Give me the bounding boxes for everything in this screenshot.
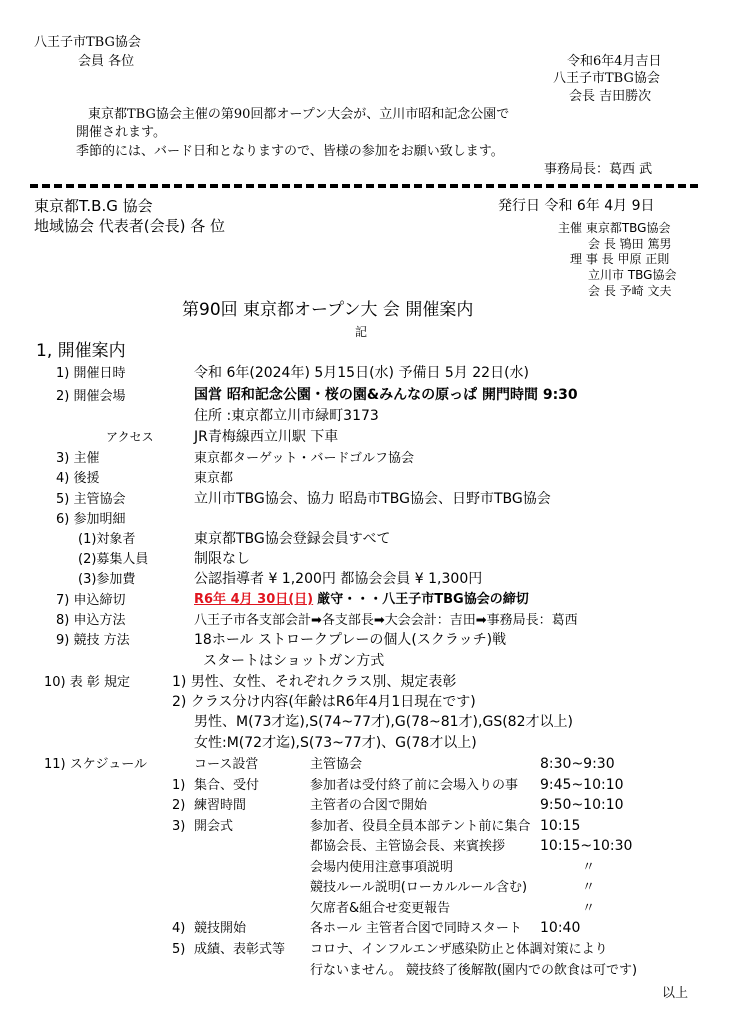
schedule-item: 集合、受付	[194, 778, 260, 793]
schedule-desc: コロナ、インフルエンザ感染防止と体調対策により	[310, 942, 608, 957]
schedule-desc: 主管協会	[310, 757, 363, 772]
schedule-time: 10:15	[540, 818, 581, 834]
cut-line-divider	[30, 184, 698, 188]
schedule-time: 10:15~10:30	[540, 838, 633, 854]
deadline-note: 厳守・・・八王子市TBG協会の締切	[317, 592, 529, 607]
schedule-time: 9:45~10:10	[540, 777, 624, 793]
capacity-label: (2)募集人員	[78, 552, 149, 567]
award-line3: 男性、M(73才迄),S(74~77才),G(78~81才),GS(82才以上)	[194, 714, 573, 730]
notice-to-line2: 地域協会 代表者(会長) 各 位	[34, 217, 226, 235]
notice-to-line1: 東京都T.B.G 協会	[34, 197, 153, 215]
support-label: 4) 後援	[56, 471, 100, 486]
apply-value: 八王子市各支部会計➡各支部長➡大会会計：吉田➡事務局長：葛西	[194, 613, 578, 628]
award-line4: 女性:M(72才迄),S(73~77才)、G(78才以上)	[194, 735, 477, 751]
fee-label: (3)参加費	[78, 572, 136, 587]
host-value: 東京都ターゲット・バードゴルフ協会	[194, 451, 414, 466]
schedule-item: 競技開始	[194, 921, 247, 936]
venue-label: 2) 開催会場	[56, 389, 126, 404]
schedule-desc: 行ないません。 競技終了後解散(園内での飲食は可です)	[310, 963, 638, 978]
section-heading: 1, 開催案内	[36, 341, 126, 361]
target-label: (1)対象者	[78, 532, 136, 547]
method-value-2: スタートはショットガン方式	[203, 653, 385, 669]
schedule-num: 3)	[172, 819, 186, 834]
venue-address: 住所 :東京都立川市緑町3173	[194, 408, 379, 424]
schedule-time: 〃	[582, 880, 596, 895]
schedule-desc: 欠席者&組合せ変更報告	[310, 901, 451, 916]
date-label: 1) 開催日時	[56, 366, 126, 381]
organizer-value: 立川市TBG協会、協力 昭島市TBG協会、日野市TBG協会	[194, 491, 551, 507]
letter-secretary: 事務局長：葛西 武	[544, 162, 653, 177]
schedule-desc: 参加者、役員全員本部テント前に集合	[310, 819, 531, 834]
notice-host-line4: 立川市 TBG協会	[588, 268, 677, 282]
schedule-desc: 主管者の合図で開始	[310, 798, 428, 813]
capacity-value: 制限なし	[194, 551, 250, 567]
letter-sender-org: 八王子市TBG協会	[553, 71, 660, 86]
notice-ki: 記	[355, 325, 368, 339]
award-label: 10) 表 彰 規定	[44, 675, 131, 690]
schedule-time: 9:50~10:10	[540, 797, 624, 813]
schedule-num: 1)	[172, 778, 186, 793]
letter-sender-name: 会長 吉田勝次	[569, 89, 652, 104]
letter-body-line1: 東京都TBG協会主催の第90回都オープン大会が、立川市昭和記念公園で	[88, 107, 510, 122]
date-value: 令和 6年(2024年) 5月15日(水) 予備日 5月 22日(水)	[194, 365, 530, 381]
schedule-time: 〃	[582, 860, 596, 875]
schedule-item: 開会式	[194, 819, 234, 834]
notice-host-line3: 理 事 長 甲原 正則	[570, 252, 670, 266]
schedule-desc: 競技ルール説明(ローカルルール含む)	[310, 880, 528, 895]
schedule-item: コース設営	[194, 757, 259, 772]
support-value: 東京都	[194, 471, 234, 486]
schedule-item: 成績、表彰式等	[194, 942, 286, 957]
access-value: JR青梅線西立川駅 下車	[194, 429, 339, 445]
host-label: 3) 主催	[56, 451, 100, 466]
schedule-desc: 各ホール 主管者合図で同時スタート	[310, 921, 522, 936]
letter-org: 八王子市TBG協会	[34, 35, 141, 50]
letter-recipients: 会員 各位	[78, 54, 135, 69]
deadline-value	[194, 593, 529, 606]
closing: 以上	[662, 986, 689, 1001]
letter-body-line3: 季節的には、バード日和となりますので、皆様の参加をお願い致します。	[76, 144, 504, 159]
award-line2: 2) クラス分け内容(年齢はR6年4月1日現在です)	[172, 694, 476, 710]
method-label: 9) 競技 方法	[56, 633, 130, 648]
details-label: 6) 参加明細	[56, 512, 126, 527]
schedule-time: 8:30~9:30	[540, 756, 615, 772]
fee-value: 公認指導者 ¥ 1,200円 都協会会員 ¥ 1,300円	[194, 571, 483, 587]
notice-host-line2: 会 長 鴇田 篤男	[588, 237, 672, 251]
schedule-desc: 都協会長、主管協会長、来賓挨拶	[310, 839, 506, 854]
notice-host-line1: 主催 東京都TBG協会	[558, 221, 671, 235]
schedule-num: 4)	[172, 921, 186, 936]
award-line1: 1) 男性、女性、それぞれクラス別、規定表彰	[172, 674, 457, 690]
organizer-label: 5) 主管協会	[56, 492, 126, 507]
access-label: アクセス	[106, 430, 154, 444]
schedule-time: 〃	[582, 901, 596, 916]
deadline-label: 7) 申込締切	[56, 593, 126, 608]
letter-date: 令和6年4月吉日	[567, 54, 662, 69]
schedule-desc: 会場内使用注意事項説明	[310, 860, 454, 875]
deadline-date: R6年 4月 30日(日)	[194, 592, 314, 607]
schedule-desc: 参加者は受付終了前に会場入りの事	[310, 778, 519, 793]
schedule-num: 2)	[172, 798, 186, 813]
notice-host-line5: 会 長 予崎 文夫	[588, 284, 672, 298]
notice-issue-date: 発行日 令和 6年 4月 9日	[498, 198, 655, 214]
letter-body-line2: 開催されます。	[76, 125, 166, 140]
schedule-item: 練習時間	[194, 798, 247, 813]
venue-value: 国営 昭和記念公園・桜の園&みんなの原っぱ 開門時間 9:30	[194, 387, 578, 403]
apply-label: 8) 申込方法	[56, 613, 126, 628]
schedule-label: 11) スケジュール	[44, 757, 147, 772]
notice-title: 第90回 東京都オープン大 会 開催案内	[182, 300, 474, 320]
target-value: 東京都TBG協会登録会員すべて	[194, 531, 391, 547]
schedule-time: 10:40	[540, 920, 581, 936]
schedule-num: 5)	[172, 942, 186, 957]
method-value: 18ホール ストロークプレーの個人(スクラッチ)戦	[194, 632, 507, 648]
